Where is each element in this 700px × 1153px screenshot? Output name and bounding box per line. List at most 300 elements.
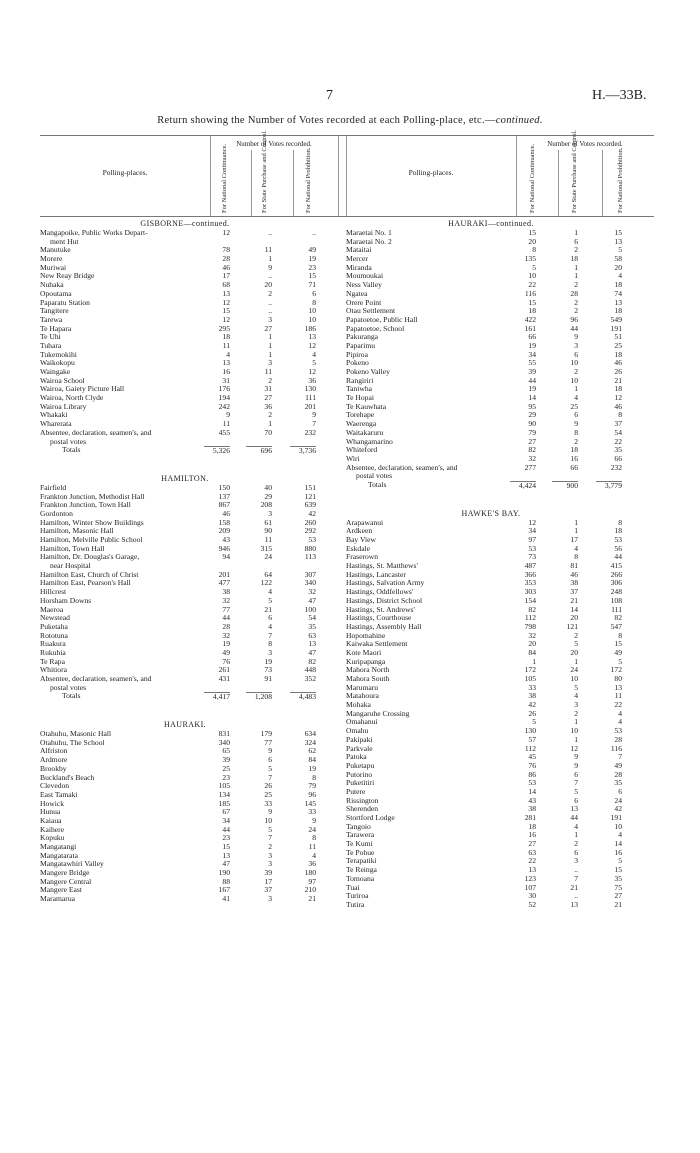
state-control-votes: 17 (570, 535, 578, 544)
table-row (40, 747, 330, 756)
continuance-votes: 46 (222, 262, 230, 272)
prohibition-votes: 8 (618, 630, 622, 640)
polling-place-name: Waingake (40, 368, 71, 376)
prohibition-votes: 24 (614, 795, 622, 805)
state-control-votes: 16 (570, 453, 578, 463)
table-row (40, 377, 330, 386)
prohibition-votes: 4 (312, 349, 316, 359)
polling-place-name: Paparimu (346, 341, 376, 350)
polling-place-name: Rissington (346, 796, 379, 805)
state-control-votes: 64 (264, 569, 272, 579)
continuance-votes: 57 (528, 734, 536, 744)
polling-place-name: Rototuna (40, 631, 68, 640)
table-row (40, 501, 330, 510)
polling-place-name: Tomoana (346, 874, 375, 883)
prohibition-votes: 54 (308, 613, 316, 623)
table-row (346, 281, 636, 290)
table-row (40, 246, 330, 255)
continuance-votes: 455 (218, 427, 230, 437)
state-control-votes: 208 (260, 500, 272, 510)
state-control-votes: 121 (566, 621, 578, 631)
polling-place-name: Wairoa, Gaiety Picture Hall (40, 385, 125, 394)
table-row (346, 272, 636, 281)
continuance-votes: 150 (218, 482, 230, 492)
prohibition-votes: 11 (308, 842, 316, 851)
continuance-votes: 32 (528, 453, 536, 463)
votes-header-right: Number of Votes recorded. (547, 140, 623, 148)
title-main: Return showing the Number of Votes recorded at each Polling-place, etc.— (157, 115, 496, 126)
polling-place-name: Paparatu Station (40, 298, 90, 307)
prohibition-votes: 80 (614, 674, 622, 683)
continuance-votes: 12 (528, 517, 536, 527)
table-row (346, 788, 636, 797)
votes-header-left: Number of Votes recorded. (236, 140, 312, 148)
state-control-votes: 5 (574, 639, 578, 649)
prohibition-votes: 79 (308, 781, 316, 791)
table-row (40, 394, 330, 403)
continuance-votes: 39 (222, 755, 230, 765)
table-row (40, 632, 330, 641)
table-row (346, 377, 636, 386)
continuance-votes: 23 (222, 772, 230, 782)
prohibition-votes: 6 (618, 786, 622, 796)
state-control-votes: 66 (570, 462, 578, 472)
prohibition-votes: 21 (308, 894, 316, 904)
table-row (40, 255, 330, 264)
state-control-votes: 4 (574, 393, 578, 403)
prohibition-votes: 172 (610, 665, 622, 675)
prohibition-votes: 448 (304, 665, 316, 675)
table-row (40, 264, 330, 273)
table-row (346, 359, 636, 368)
table-row (346, 866, 636, 875)
table-row (346, 571, 636, 580)
prohibition-votes: 13 (308, 639, 316, 649)
table-row (346, 299, 636, 308)
table-row (40, 817, 330, 826)
prohibition-votes: 27 (614, 891, 622, 901)
polling-place-name: Frankton Junction, Town Hall (40, 501, 131, 510)
continuance-votes: 105 (218, 781, 230, 791)
prohibition-votes: 9 (312, 815, 316, 825)
continuance-votes: 88 (222, 876, 230, 886)
table-row (40, 493, 330, 502)
continuance-votes: 201 (218, 569, 230, 579)
polling-place-name: Whangamarino (346, 437, 393, 446)
state-control-votes: 18 (570, 445, 578, 455)
state-control-votes: 11 (264, 245, 272, 255)
continuance-votes: 90 (528, 419, 536, 429)
polling-places-header-right: Polling-places. (408, 168, 454, 177)
continuance-votes: 194 (218, 393, 230, 403)
polling-place-name: Eskdale (346, 544, 371, 553)
polling-place-name: Absentee, declaration, seamen's, and (40, 675, 152, 683)
section-right-0 (346, 218, 636, 490)
polling-place-name: Parkvale (346, 744, 373, 753)
table-row (40, 826, 330, 835)
polling-place-name: Muriwai (40, 263, 67, 272)
polling-place-name: Kuripapanga (346, 657, 386, 666)
state-control-votes: 2 (268, 410, 272, 420)
polling-place-name: Turiroa (346, 892, 369, 901)
polling-place-name: Whiteford (346, 446, 378, 455)
polling-place-name: Omahu (346, 727, 369, 736)
prohibition-votes: 24 (308, 824, 316, 834)
continuance-votes: 14 (528, 393, 536, 403)
table-row (346, 307, 636, 316)
polling-place-name: Tangitere (40, 307, 69, 316)
state-control-votes: 2 (574, 280, 578, 290)
state-control-votes: 6 (268, 613, 272, 623)
continuance-votes: 242 (218, 401, 230, 411)
state-control-votes: 1 (574, 717, 578, 727)
table-row (40, 860, 330, 869)
table-row (346, 840, 636, 849)
prohibition-votes: 111 (305, 393, 316, 403)
polling-place-name: Hamilton, Winter Show Buildings (40, 518, 144, 527)
table-row (40, 545, 330, 554)
polling-place-name: Fairfield (40, 483, 67, 492)
table-row (40, 886, 330, 895)
state-control-votes: 20 (570, 647, 578, 657)
polling-place-name: Wairoa Library (40, 402, 87, 411)
state-control-votes: .. (268, 228, 272, 237)
table-row (346, 649, 636, 658)
state-control-votes: 9 (268, 746, 272, 756)
polling-place-name: Maramarua (40, 895, 75, 904)
continuance-votes: 176 (218, 384, 230, 394)
table-row (40, 281, 330, 290)
polling-place-name: Stortford Lodge (346, 814, 395, 822)
table-row (346, 753, 636, 762)
totals-row (40, 446, 330, 455)
polling-place-name: Nuhaka (40, 281, 64, 290)
table-row (40, 385, 330, 394)
polling-place-name: Arapawanui (346, 518, 384, 527)
prohibition-votes: 547 (610, 621, 622, 631)
polling-place-name: Fraserown (346, 553, 379, 562)
state-control-votes: 2 (574, 245, 578, 255)
state-control-votes: 2 (574, 630, 578, 640)
state-control-votes: 10 (570, 375, 578, 385)
continuance-votes: 31 (222, 375, 230, 385)
continuance-votes: 86 (528, 769, 536, 779)
col1-header-left: For National Continuance. (221, 143, 228, 213)
state-control-votes: 4 (268, 621, 272, 631)
state-control-votes: 29 (264, 491, 272, 501)
state-control-votes: 33 (264, 798, 272, 808)
prohibition-votes: 37 (614, 419, 622, 429)
section-title: HAURAKI. (163, 720, 207, 730)
prohibition-votes: 97 (308, 876, 316, 886)
polling-place-name: Moumoukai (346, 272, 384, 281)
continuance-votes: 18 (528, 821, 536, 831)
polling-place-name: Pakipaki (346, 735, 373, 744)
polling-place-name: Newstead (40, 614, 70, 623)
prohibition-votes: 18 (614, 280, 622, 290)
continuance-votes: 16 (528, 830, 536, 840)
section-right-1 (346, 508, 636, 910)
page-reference: H.—33B. (592, 88, 647, 103)
continuance-votes: 477 (218, 578, 230, 588)
polling-place-name: Torehape (346, 411, 375, 420)
continuance-votes: 29 (528, 410, 536, 420)
state-control-votes: 4 (574, 543, 578, 553)
table-row (346, 718, 636, 727)
polling-place-name: Mangapoike, Public Works Depart- (40, 229, 148, 237)
polling-place-name: Mangere Central (40, 877, 92, 886)
state-control-votes: 1 (574, 830, 578, 840)
polling-place-name: Sherenden (346, 805, 379, 814)
total-value: 1,208 (246, 692, 272, 702)
state-control-votes: 8 (268, 639, 272, 649)
state-control-votes: 10 (264, 815, 272, 825)
continuance-votes: 10 (528, 271, 536, 281)
polling-place-name: Hamilton, Town Hall (40, 544, 105, 553)
table-row (346, 884, 636, 893)
state-control-votes: .. (268, 271, 272, 281)
table-row (40, 869, 330, 878)
state-control-votes: 9 (574, 752, 578, 762)
prohibition-votes: 4 (312, 850, 316, 860)
polling-place-name: Hamilton East, Church of Christ (40, 570, 139, 579)
table-row (40, 675, 330, 684)
continuance-votes: 9 (226, 410, 230, 420)
polling-place-name: Alfriston (40, 747, 68, 756)
col2-header-left: For State Purchase and Control. (261, 130, 268, 213)
table-row (346, 562, 636, 571)
prohibition-votes: 13 (614, 236, 622, 246)
continuance-votes: 76 (528, 760, 536, 770)
polling-place-name: Clevedon (40, 782, 70, 791)
polling-place-name: Kaiaua (40, 816, 62, 825)
state-control-votes: 20 (264, 280, 272, 290)
continuance-votes: 82 (528, 604, 536, 614)
polling-place-name: Horsham Downs (40, 596, 92, 605)
table-row (346, 779, 636, 788)
table-row (346, 684, 636, 693)
prohibition-votes: 36 (308, 375, 316, 385)
continuance-votes: 431 (218, 674, 230, 683)
polling-place-name: Putorino (346, 770, 373, 779)
continuance-votes: 34 (528, 349, 536, 359)
continuance-votes: 281 (524, 813, 536, 822)
table-row (346, 333, 636, 342)
prohibition-votes: 23 (308, 262, 316, 272)
state-control-votes: 4 (574, 821, 578, 831)
prohibition-votes: 4 (618, 717, 622, 727)
table-row (346, 632, 636, 641)
polling-place-name: Papatoetoe, School (346, 324, 405, 333)
state-control-votes: 9 (268, 262, 272, 272)
table-row (346, 429, 636, 438)
prohibition-votes: 15 (614, 639, 622, 649)
polling-place-name: Hopomahine (346, 631, 386, 640)
polling-place-name: Te Uhi (40, 333, 61, 342)
continuance-votes: 22 (528, 856, 536, 866)
polling-place-name: Buckland's Beach (40, 773, 95, 782)
continuance-votes: 49 (222, 647, 230, 657)
table-row (40, 843, 330, 852)
polling-place-name: Kopuku (40, 834, 65, 843)
polling-place-name: Putere (346, 787, 366, 796)
state-control-votes: 90 (264, 526, 272, 536)
continuance-votes: 1 (532, 656, 536, 666)
continuance-votes: 97 (528, 535, 536, 544)
table-row (40, 411, 330, 420)
polling-place-name: Pokeno (346, 359, 369, 368)
continuance-votes: 867 (218, 500, 230, 510)
table-row (346, 831, 636, 840)
table-row (40, 791, 330, 800)
table-row (40, 782, 330, 791)
continuance-votes: 112 (524, 613, 536, 623)
table-row (346, 710, 636, 719)
state-control-votes: 73 (264, 665, 272, 675)
state-control-votes: 11 (264, 367, 272, 376)
polling-place-name: Pokeno Valley (346, 368, 390, 376)
table-row (346, 536, 636, 545)
prohibition-votes: 42 (614, 804, 622, 814)
continuance-votes: 798 (524, 621, 536, 631)
continuance-votes: 422 (524, 314, 536, 324)
table-row (346, 545, 636, 554)
state-control-votes: 2 (574, 708, 578, 718)
polling-place-name: Hastings, St. Matthews' (346, 562, 418, 571)
continuance-votes: 30 (528, 891, 536, 901)
prohibition-votes: 35 (308, 621, 316, 631)
prohibition-votes: 10 (308, 314, 316, 324)
state-control-votes: 2 (574, 436, 578, 446)
page-number: 7 (326, 88, 333, 103)
polling-place-name: Kote Maori (346, 648, 382, 657)
totals-row (346, 481, 636, 490)
continuance-votes: 44 (528, 375, 536, 385)
state-control-votes: 38 (570, 578, 578, 588)
table-row (346, 736, 636, 745)
prohibition-votes: 42 (308, 508, 316, 518)
state-control-votes: 10 (570, 358, 578, 368)
polling-place-name: Miranda (346, 263, 372, 272)
polling-place-name: Mangere Bridge (40, 869, 90, 878)
polling-place-name: Puketitiri (346, 779, 375, 788)
prohibition-votes: 28 (614, 769, 622, 779)
prohibition-votes: 18 (614, 306, 622, 316)
state-control-votes: 6 (574, 349, 578, 359)
continuance-votes: 38 (528, 804, 536, 814)
continuance-votes: 12 (222, 228, 230, 237)
state-control-votes: .. (574, 865, 578, 875)
state-control-votes: 1 (574, 262, 578, 272)
prohibition-votes: 19 (308, 254, 316, 264)
state-control-votes: 37 (264, 885, 272, 895)
polling-place-name: Hunua (40, 808, 61, 817)
prohibition-votes: 8 (312, 833, 316, 843)
state-control-votes: 44 (570, 813, 578, 822)
polling-place-name: Tarawera (346, 831, 375, 840)
continuance-votes: 33 (528, 682, 536, 692)
prohibition-votes: 307 (304, 569, 316, 579)
polling-place-name: Mataitai (346, 246, 372, 255)
polling-place-name: Mangaruhe Crossing (346, 709, 410, 718)
table-row (346, 351, 636, 360)
continuance-votes: 53 (528, 543, 536, 553)
prohibition-votes: 266 (610, 569, 622, 579)
continuance-votes: 78 (222, 245, 230, 255)
prohibition-votes: 46 (614, 358, 622, 368)
state-control-votes: 179 (260, 729, 272, 739)
polling-place-name: Mahora North (346, 666, 390, 675)
state-control-votes: 3 (574, 340, 578, 350)
state-control-votes: 24 (264, 552, 272, 562)
prohibition-votes: 18 (614, 384, 622, 394)
prohibition-votes: 28 (614, 734, 622, 744)
total-value: 3,779 (596, 481, 622, 491)
table-row (346, 553, 636, 562)
prohibition-votes: 32 (308, 587, 316, 597)
table-row (40, 756, 330, 765)
state-control-votes: 91 (264, 674, 272, 683)
state-control-votes: 1 (574, 228, 578, 237)
prohibition-votes: 8 (312, 772, 316, 782)
state-control-votes: 6 (574, 847, 578, 857)
table-row (346, 420, 636, 429)
state-control-votes: 12 (570, 743, 578, 753)
table-row (346, 857, 636, 866)
continuance-votes: 65 (222, 746, 230, 756)
table-row (346, 472, 636, 481)
continuance-votes: 18 (528, 306, 536, 316)
prohibition-votes: 108 (610, 595, 622, 605)
totals-row (40, 692, 330, 701)
state-control-votes: 5 (268, 824, 272, 834)
table-row (40, 536, 330, 545)
polling-place-name: Frankton Junction, Methodist Hall (40, 492, 145, 501)
table-row (40, 229, 330, 238)
table-row (40, 359, 330, 368)
table-row (346, 771, 636, 780)
col1-header-right: For National Continuance. (529, 143, 536, 213)
state-control-votes: 1 (268, 349, 272, 359)
polling-place-name: Ardkeen (346, 527, 373, 536)
state-control-votes: 6 (574, 769, 578, 779)
continuance-votes: 47 (222, 859, 230, 869)
continuance-votes: 55 (528, 358, 536, 368)
table-row (40, 658, 330, 667)
state-control-votes: 5 (574, 682, 578, 692)
prohibition-votes: 12 (308, 340, 316, 350)
polling-place-name: Pakuranga (346, 333, 379, 342)
polling-place-name: Hastings, St. Andrews' (346, 605, 415, 614)
continuance-votes: 135 (524, 254, 536, 264)
continuance-votes: 68 (222, 280, 230, 290)
polling-place-name: Manutuke (40, 246, 71, 255)
state-control-votes: 7 (268, 833, 272, 843)
table-row (346, 368, 636, 377)
state-control-votes: 6 (268, 755, 272, 765)
table-row (346, 727, 636, 736)
polling-place-name: Waerenga (346, 420, 377, 429)
polling-place-name: East Tamaki (40, 790, 78, 799)
continuance-votes: 26 (528, 708, 536, 718)
prohibition-votes: 53 (308, 535, 316, 544)
polling-place-name: Hastings, Oddfellows' (346, 588, 414, 597)
table-row (40, 730, 330, 739)
state-control-votes: 6 (574, 410, 578, 420)
total-value: 5,326 (204, 446, 230, 456)
continuance-votes: 25 (222, 763, 230, 773)
polling-place-name: Taniwha (346, 385, 373, 394)
